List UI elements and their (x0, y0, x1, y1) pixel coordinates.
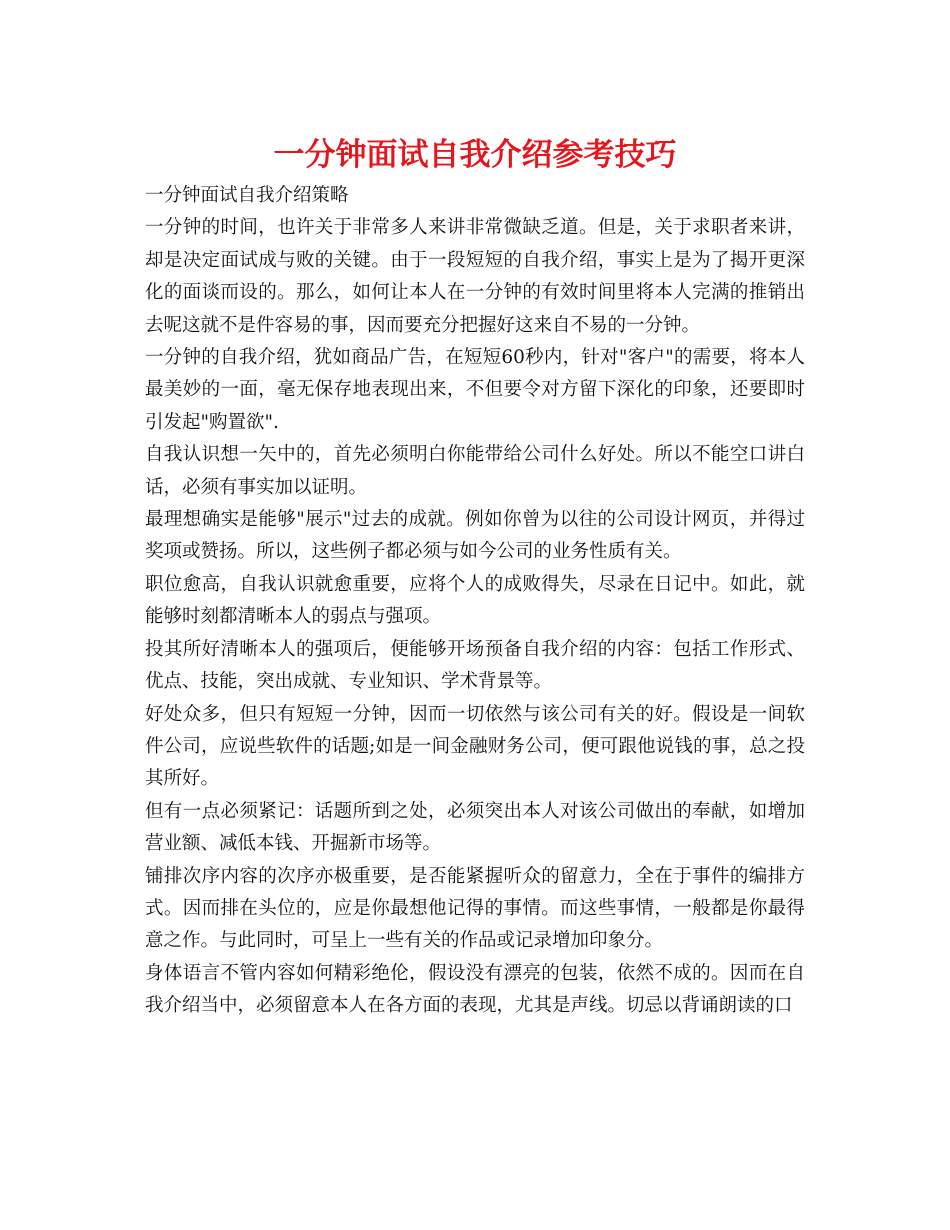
paragraph: 一分钟的时间，也许关于非常多人来讲非常微缺乏道。但是，关于求职者来讲，却是决定面试成与败的关键。由于一段短短的自我介绍，事实上是为了揭开更深化的面谈而设的。那么，如何让本人在一分钟的有效时间里将本人完满的推销出去呢这就不是件容易的事，因而要充分把握好这来自不易的一分钟。 (145, 217, 805, 336)
paragraph: 自我认识想一矢中的，首先必须明白你能带给公司什么好处。所以不能空口讲白话，必须有事实加以证明。 (145, 444, 805, 498)
paragraph: 好处众多，但只有短短一分钟，因而一切依然与该公司有关的好。假设是一间软件公司，应说些软件的话题;如是一间金融财务公司，便可跟他说钱的事，总之投其所好。 (145, 703, 805, 790)
paragraph-subtitle: 一分钟面试自我介绍策略 (145, 185, 349, 206)
paragraph: 投其所好清晰本人的强项后，便能够开场预备自我介绍的内容：包括工作形式、优点、技能，突出成就、专业知识、学术背景等。 (145, 638, 805, 693)
paragraph: 铺排次序内容的次序亦极重要，是否能紧握听众的留意力，全在于事件的编排方式。因而排在头位的，应是你最想他记得的事情。而这些事情，一般都是你最得意之作。与此同时，可呈上一些有关的作品或记录增加印象分。 (145, 865, 805, 952)
paragraph: 但有一点必须紧记：话题所到之处，必须突出本人对该公司做出的奉献，如增加营业额、减低本钱、开掘新市场等。 (145, 800, 805, 855)
paragraph: 身体语言不管内容如何精彩绝伦，假设没有漂亮的包装，依然不成的。因而在自我介绍当中，必须留意本人在各方面的表现，尤其是声线。切忌以背诵朗读的口 (145, 962, 805, 1017)
document-title: 一分钟面试自我介绍参考技巧 (273, 137, 677, 173)
document-body (145, 180, 805, 1023)
paragraph: 最理想确实是能够"展示"过去的成就。例如你曾为以往的公司设计网页，并得过奖项或赞扬。所以，这些例子都必须与如今公司的业务性质有关。 (145, 509, 805, 563)
paragraph: 一分钟的自我介绍，犹如商品广告，在短短60秒内，针对"客户"的需要，将本人最美妙的一面，毫无保存地表现出来，不但要令对方留下深化的印象，还要即时引发起"购置欲". (145, 347, 805, 433)
paragraph: 职位愈高，自我认识就愈重要，应将个人的成败得失，尽录在日记中。如此，就能够时刻都清晰本人的弱点与强项。 (145, 573, 805, 628)
